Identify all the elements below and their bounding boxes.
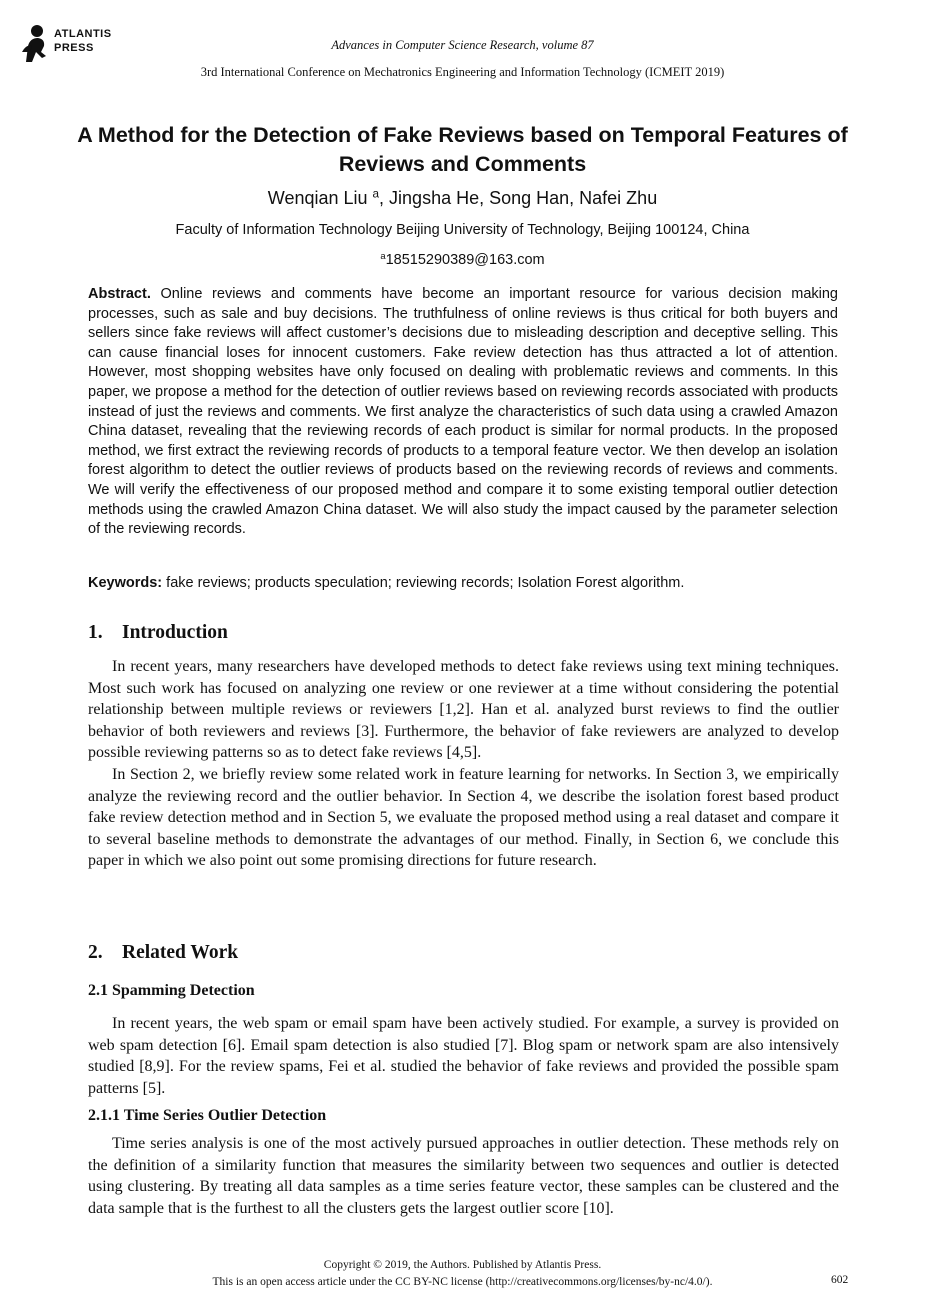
introduction-paragraph-2: In Section 2, we briefly review some related work in feature learning for networks. In Section 3, we empirically analyze the reviewing record and the outlier behavior. In Section 4, we describe the isolation forest based product fake review detection method and in Section 5, we evaluate the proposed method using a real dataset and compare it to several baseline methods to demonstrate the advantages of our method. Finally, in Section 6, we conclude this paper in which we also point out some promising directions for future research. — [88, 765, 839, 870]
subsection-heading-spamming-detection: 2.1 Spamming Detection — [88, 982, 255, 999]
paper-title: A Method for the Detection of Fake Reviews based on Temporal Features of Reviews and Comments — [77, 123, 848, 176]
conference-name: 3rd International Conference on Mechatronics Engineering and Information Technology (ICMEIT 2019) — [200, 65, 725, 79]
footer — [0, 1257, 925, 1291]
abstract — [88, 285, 838, 540]
author-affiliation-marker: a — [372, 187, 380, 201]
email-line — [0, 249, 925, 268]
publisher-logo-line2: PRESS — [54, 42, 94, 54]
subsubsection-heading-time-series: 2.1.1 Time Series Outlier Detection — [88, 1107, 327, 1124]
section-number: 1. — [88, 622, 103, 643]
time-series-paragraph: Time series analysis is one of the most actively pursued approaches in outlier detection. These methods rely on the definition of a similarity function that measures the similarity between two sequences and outlier is detected using clustering. By treating all data samples as a time series feature vector, these samples can be clustered and the data sample that is the furthest to all the clusters gets the largest outlier score [10]. — [88, 1135, 839, 1217]
email-address: 18515290389@163.com — [385, 252, 545, 268]
page-number: 602 — [831, 1274, 849, 1286]
spamming-detection-body — [88, 1013, 839, 1099]
abstract-label: Abstract. — [88, 286, 151, 302]
section-title: Introduction — [122, 622, 228, 643]
keywords-label: Keywords: — [88, 575, 163, 591]
email-marker: a — [380, 249, 386, 261]
affiliation: Faculty of Information Technology Beijing University of Technology, Beijing 100124, China — [175, 222, 750, 238]
keywords-text: fake reviews; products speculation; reviewing records; Isolation Forest algorithm. — [162, 575, 685, 591]
license-notice: This is an open access article under the CC BY-NC license (http://creativecommons.org/licenses/by-nc/4.0/). — [212, 1276, 713, 1288]
abstract-text: Online reviews and comments have become an important resource for various decision making processes, such as sale and buy decisions. The truthfulness of online reviews is thus critical for both buyers and sellers since fake reviews will affect customer’s decisions due to misleading description and deceptive selling. This can cause financial loses for innocent customers. Fake review detection has thus attracted a lot of attention. However, most shopping websites have only focused on dealing with problematic reviews and comments. In this paper, we propose a method for the detection of outlier reviews based on reviewing records associated with products instead of just the reviews and comments. We first analyze the characteristics of such data using a crawled Amazon China dataset, revealing that the reviewing records of each product is similar for normal products. In the proposed method, we first extract the reviewing records of products to a temporal feature vector. We then develop an isolation forest algorithm to detect the outlier reviews of products based on the reviewing records of reviews and comments. We will verify the effectiveness of our proposed method and compare it to some existing temporal outlier detection methods using the crawled Amazon China dataset. We will also study the impact caused by the parameter selection of the reviewing records. — [88, 286, 838, 538]
section-heading-related-work — [88, 942, 238, 964]
section-title: Related Work — [122, 942, 239, 963]
author-list-start: Wenqian Liu — [267, 188, 373, 208]
author-list — [0, 188, 925, 209]
spamming-detection-paragraph: In recent years, the web spam or email spam have been actively studied. For example, a survey is provided on web spam detection [6]. Email spam detection is also studied [7]. Blog spam or network spam are also intensively studied [8,9]. For the review spams, Fei et al. studied the behavior of fake reviews and provided the possible spam patterns [5]. — [88, 1015, 839, 1097]
publisher-logo-line1: ATLANTIS — [54, 28, 112, 40]
journal-name: Advances in Computer Science Research, volume 87 — [331, 38, 594, 52]
keywords — [88, 574, 838, 594]
introduction-paragraph-1: In recent years, many researchers have developed methods to detect fake reviews using text mining techniques. Most such work has focused on analyzing one review or one reviewer at a time without considering the potential relationship between multiple reviews or reviewers [1,2]. Han et al. analyzed burst reviews to find the outlier behavior of both reviewers and reviews [3]. Furthermore, the behavior of fake reviewers are analyzed to develop possible reviewing patterns so as to detect fake reviews [4,5]. — [88, 658, 839, 762]
time-series-body — [88, 1133, 839, 1219]
section-heading-introduction — [88, 622, 228, 644]
section-number: 2. — [88, 942, 103, 963]
introduction-body — [88, 656, 839, 872]
author-list-rest: , Jingsha He, Song Han, Nafei Zhu — [379, 188, 658, 208]
copyright-notice: Copyright © 2019, the Authors. Published by Atlantis Press. — [323, 1259, 602, 1271]
